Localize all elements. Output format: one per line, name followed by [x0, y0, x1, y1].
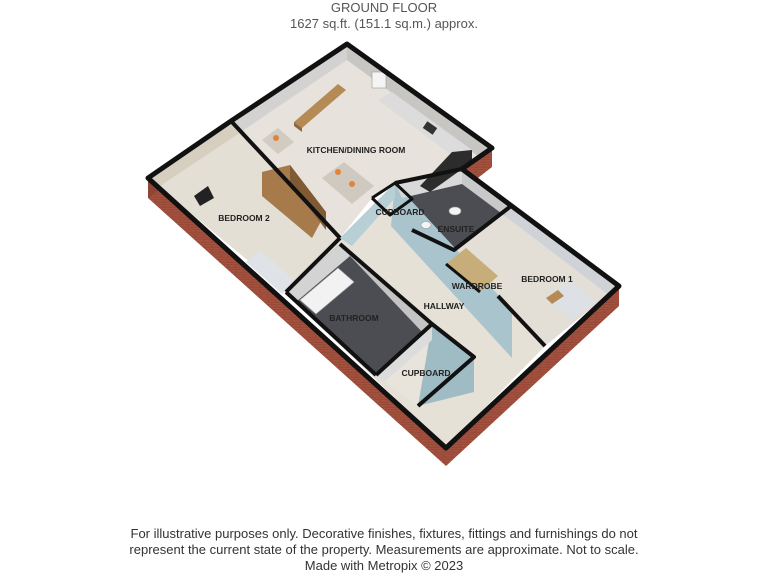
room-label-hallway: HALLWAY	[423, 301, 465, 311]
room-label-kitchen-dining: KITCHEN/DINING ROOM	[306, 145, 406, 155]
credit-line: Made with Metropix © 2023	[304, 558, 464, 573]
room-label-wardrobe: WARDROBE	[451, 281, 503, 291]
room-label-cupboard-upper: CUPBOARD	[375, 207, 425, 217]
room-label-bedroom-2: BEDROOM 2	[218, 213, 270, 223]
disclaimer-line-2: represent the current state of the property. Measurements are approximate. Not to scale.	[129, 542, 639, 557]
room-label-bedroom-1: BEDROOM 1	[521, 274, 573, 284]
floor-title: GROUND FLOOR	[330, 0, 438, 15]
room-label-cupboard-lower: CUPBOARD	[401, 368, 451, 378]
floor-area: 1627 sq.ft. (151.1 sq.m.) approx.	[290, 16, 478, 31]
room-label-ensuite: ENSUITE	[437, 224, 475, 234]
room-label-bathroom: BATHROOM	[329, 313, 379, 323]
disclaimer-line-1: For illustrative purposes only. Decorative finishes, fixtures, fittings and furnishings do not	[130, 526, 638, 541]
